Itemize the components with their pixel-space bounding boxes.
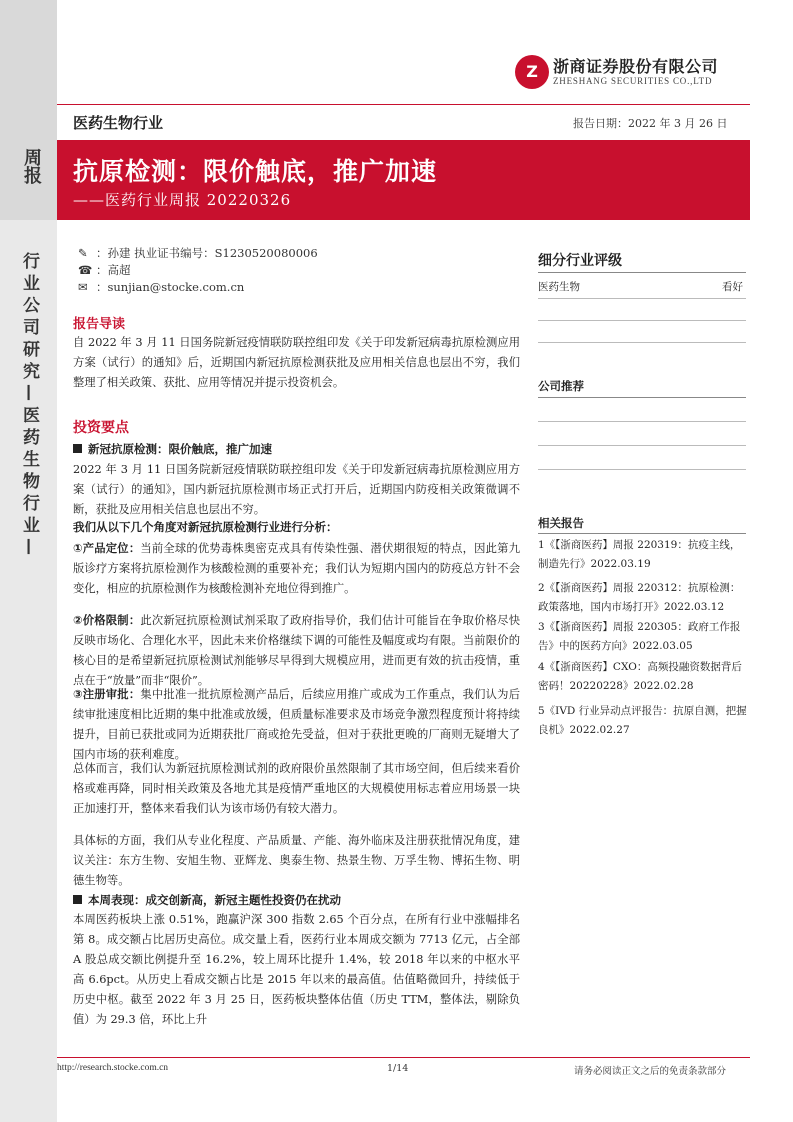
envelope-icon: ✉ xyxy=(78,280,88,294)
rating-title: 细分行业评级 xyxy=(538,253,622,269)
footer-divider xyxy=(57,1057,750,1058)
report-date: 报告日期：2022 年 3 月 26 日 xyxy=(573,117,728,130)
company-logo-icon: Z xyxy=(515,55,549,89)
analyst-row xyxy=(78,245,318,261)
analyst-email-row xyxy=(78,279,244,295)
analyst-email[interactable]: ：sunjian@stocke.com.cn xyxy=(96,280,245,294)
guide-heading: 报告导读 xyxy=(73,317,126,332)
related-divider xyxy=(538,533,746,534)
industry-label: 医药生物行业 xyxy=(73,114,164,132)
sidebar-vertical-label: 行业公司研究—医药生物行业— xyxy=(19,252,39,560)
bullet-square-icon xyxy=(73,895,82,904)
bullet-square-icon xyxy=(73,444,82,453)
related-title: 相关报告 xyxy=(538,516,584,530)
recommend-row-line xyxy=(538,469,746,470)
analyst-row-2 xyxy=(78,262,131,278)
rating-divider xyxy=(538,272,746,273)
analyst-name-2: ：高超 xyxy=(96,263,131,277)
rating-value: 看好 xyxy=(722,281,743,293)
targets-paragraph: 具体标的方面，我们从专业化程度、产品质量、产能、海外临床及注册获批情况角度，建议关注：东方生物、安旭生物、亚辉龙、奥泰生物、热景生物、万孚生物、博拓生物、明德生物等。 xyxy=(73,834,520,887)
rating-industry: 医药生物 xyxy=(538,281,580,293)
summary-paragraph: 总体而言，我们认为新冠抗原检测试剂的政府限价虽然限制了其市场空间，但后续来看价格或难再降，同时相关政策及各地尤其是疫情严重地区的大规模使用标志着应用场景一块正加速打开，整体来看我们认为该市场仍有较大潜力。 xyxy=(73,762,520,815)
point-3: ③注册审批：集中批准一批抗原检测产品后，后续应用推广或成为工作重点，我们认为后续审批速度相比近期的集中批准或放缓，但质量标准要求及市场竞争激烈程度预计将持续提升，目前已获批或同为近期获批厂商或抢先受益，但对于获批更晚的厂商则无疑增大了国内市场的获利难度。 xyxy=(73,688,520,761)
guide-text: 自 2022 年 3 月 11 日国务院新冠疫情联防联控组印发《关于印发新冠病毒抗原检测应用方案（试行）的通知》后，近期国内新冠抗原检测获批及应用相关信息也层出不穷，我们整理了相关政策、获批、应用等情况并提示投资机会。 xyxy=(73,336,520,389)
bullet-1-text: 2022 年 3 月 11 日国务院新冠疫情联防联控组印发《关于印发新冠病毒抗原检测应用方案（试行）的通知》，国内新冠抗原检测市场正式打开后，近期国内防疫相关政策微调不断，获批及应用相关信息也层出不穷。 xyxy=(73,463,520,516)
related-report-item[interactable]: 1《【浙商医药】周报 220319：抗疫主线，制造先行》2022.03.19 xyxy=(538,539,741,570)
analyst-name: ：孙建 执业证书编号：S1230520080006 xyxy=(96,246,318,260)
recommend-row-line xyxy=(538,421,746,422)
invest-heading: 投资要点 xyxy=(73,420,129,436)
point-2: ②价格限制：此次新冠抗原检测试剂采取了政府指导价，我们估计可能旨在争取价格尽快反映市场化、合理化水平，因此未来价格继续下调的可能性及幅度或均有限。当前限价的核心目的是希望新冠抗原检测试剂能够尽早得到大规模应用，进而更有效的抗击疫情，重点在于“放量”而非“限价”。 xyxy=(73,614,520,687)
bullet-heading-1: 新冠抗原检测：限价触底，推广加速 xyxy=(73,441,272,457)
report-type-label: 周报 xyxy=(21,148,42,184)
related-report-item[interactable]: 4《【浙商医药】CXO：高频投融资数据背后密码！20220228》2022.02.28 xyxy=(538,661,742,692)
related-report-item[interactable]: 3《【浙商医药】周报 220305：政府工作报告》中的医药方向》2022.03.05 xyxy=(538,621,741,652)
bullet-2-text: 本周医药板块上涨 0.51%，跑赢沪深 300 指数 2.65 个百分点，在所有行业中涨幅排名第 8。成交额占比居历史高位。成交量上看，医药行业本周成交额为 7713 亿元，占全部 A 股总成交额比例提升至 16.2%，较上周环比提升 1.4%，较 2018 年以来的中枢水平高 6.6pct。从历史上看成交额占比是 2015 年以来的最高值。估值略微回升，持续低于历史中枢。截至 2022 年 3 月 25 日，医药板块整体估值（历史 TTM，整体法，剔除负值）为 29.3 倍，环比上升 xyxy=(73,913,520,1026)
company-name-cn: 浙商证券股份有限公司 xyxy=(553,57,719,76)
footer-url[interactable]: http://research.stocke.com.cn xyxy=(57,1063,169,1073)
footer-disclaimer: 请务必阅读正文之后的免责条款部分 xyxy=(574,1066,727,1077)
page-title: 抗原检测：限价触底，推广加速 xyxy=(73,157,438,186)
recommend-divider xyxy=(538,397,746,398)
phone-icon: ☎ xyxy=(78,263,93,277)
header-divider xyxy=(57,104,750,105)
rating-row-line xyxy=(538,298,746,299)
page-number: 1/14 xyxy=(387,1063,409,1074)
related-report-item[interactable]: 5《IVD 行业异动点评报告：抗原自测，把握良机》2022.02.27 xyxy=(538,705,747,736)
rating-row-line xyxy=(538,342,746,343)
bullet-heading-2: 本周表现：成交创新高，新冠主题性投资仍在扰动 xyxy=(73,892,341,908)
angles-heading: 我们从以下几个角度对新冠抗原检测行业进行分析： xyxy=(73,520,338,534)
recommend-row-line xyxy=(538,445,746,446)
rating-row-line xyxy=(538,320,746,321)
pen-icon: ✎ xyxy=(78,246,88,260)
related-report-item[interactable]: 2《【浙商医药】周报 220312：抗原检测：政策落地，国内市场打开》2022.03.12 xyxy=(538,582,741,613)
company-name-en: ZHESHANG SECURITIES CO.,LTD xyxy=(553,76,713,86)
recommend-title: 公司推荐 xyxy=(538,379,584,393)
left-sidebar-upper xyxy=(0,0,57,220)
page-subtitle: ——医药行业周报 20220326 xyxy=(73,191,292,209)
point-1: ①产品定位：当前全球的优势毒株奥密克戎具有传染性强、潜伏期很短的特点，因此第九版诊疗方案将抗原检测作为核酸检测的重要补充；我们认为短期内国内的防疫总方针不会变化，相应的抗原检测作为核酸检测补充地位得到推广。 xyxy=(73,542,520,595)
